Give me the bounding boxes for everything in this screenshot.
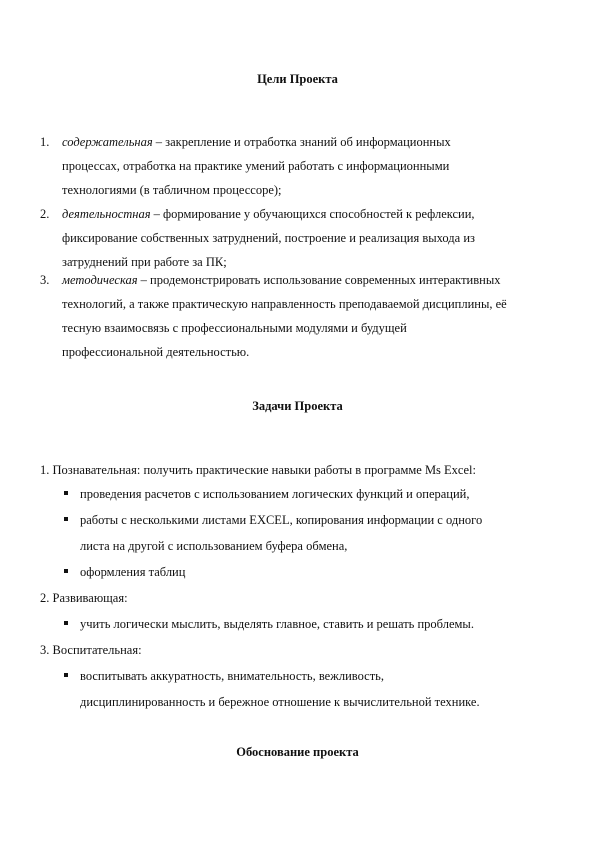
bullet-icon xyxy=(64,673,68,677)
bullet-icon xyxy=(64,491,68,495)
goal-3-number: 3. xyxy=(40,273,50,287)
task-2-bullet-1: учить логически мыслить, выделять главное, ставить и решать проблемы. xyxy=(80,617,474,631)
goal-3-term: методическая xyxy=(62,273,138,287)
goal-1-term: содержательная xyxy=(62,135,153,149)
goal-3-line-4: профессиональной деятельностью. xyxy=(62,345,250,359)
bullet-icon xyxy=(64,517,68,521)
tasks-heading: Задачи Проекта xyxy=(252,399,343,413)
goal-2-line-1 xyxy=(62,206,475,222)
goal-2-line-2: фиксирование собственных затруднений, построение и реализация выхода из xyxy=(62,231,475,245)
goal-3-line-1 xyxy=(62,272,501,288)
goals-heading: Цели Проекта xyxy=(257,72,338,86)
goal-3-line-1-text: – продемонстрировать использование современных интерактивных xyxy=(137,273,501,287)
goal-2-line-1-text: – формирование у обучающихся способностей к рефлексии, xyxy=(150,207,475,221)
bullet-icon xyxy=(64,569,68,573)
task-3-title: 3. Воспитательная: xyxy=(40,643,142,657)
goal-1-line-1-text: – закрепление и отработка знаний об информационных xyxy=(152,135,451,149)
bullet-icon xyxy=(64,621,68,625)
goal-3-line-3: тесную взаимосвязь с профессиональными модулями и будущей xyxy=(62,321,407,335)
task-1-title: 1. Познавательная: получить практические навыки работы в программе Ms Excel: xyxy=(40,463,476,477)
rationale-heading: Обоснование проекта xyxy=(236,745,359,759)
task-3-bullet-1-line-2: дисциплинированность и бережное отношение к вычислительной технике. xyxy=(80,695,480,709)
goal-2-line-3: затруднений при работе за ПК; xyxy=(62,255,227,269)
task-1-bullet-1: проведения расчетов с использованием логических функций и операций, xyxy=(80,487,470,501)
task-3-bullet-1-line-1: воспитывать аккуратность, внимательность, вежливость, xyxy=(80,669,384,683)
task-1-bullet-2-line-1: работы с несколькими листами EXCEL, копирования информации с одного xyxy=(80,513,483,527)
goal-1-line-2: процессах, отработка на практике умений работать с информационными xyxy=(62,159,450,173)
goal-2-number: 2. xyxy=(40,207,50,221)
goal-1-line-1 xyxy=(62,134,451,150)
goal-2-term: деятельностная xyxy=(62,207,151,221)
goal-3-line-2: технологий, а также практическую направленность преподаваемой дисциплины, её xyxy=(62,297,507,311)
task-2-title: 2. Развивающая: xyxy=(40,591,128,605)
task-1-bullet-3: оформления таблиц xyxy=(80,565,186,579)
task-1-bullet-2-line-2: листа на другой с использованием буфера обмена, xyxy=(80,539,348,553)
goal-1-number: 1. xyxy=(40,135,50,149)
goal-1-line-3: технологиями (в табличном процессоре); xyxy=(62,183,282,197)
